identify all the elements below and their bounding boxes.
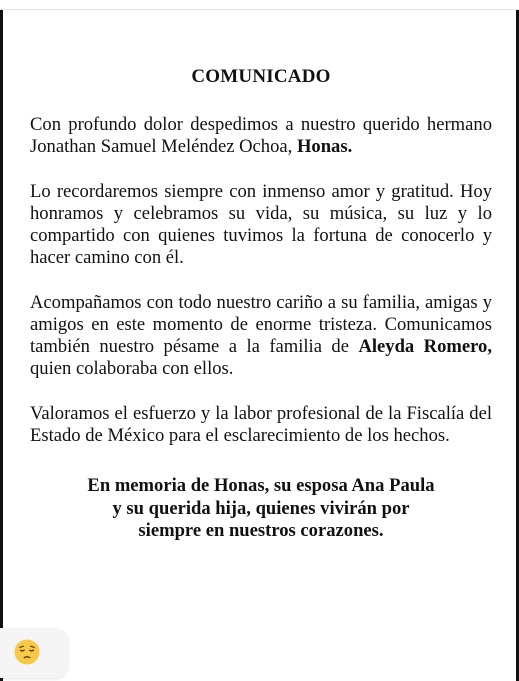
paragraph-1-text: Con profundo dolor despedimos a nuestro querido hermano Jonathan Samuel Meléndez Ochoa, [30, 114, 492, 157]
closing-line-2: y su querida hija, quienes vivirán por [112, 497, 410, 519]
paragraph-2: Lo recordaremos siempre con inmenso amor y gratitud. Hoy honramos y celebramos su vida, su música, su luz y lo compartido con quienes tuvimos la fortuna de conocerlo y hacer camino con él. [30, 181, 492, 268]
paragraph-3-bold-name: Aleyda Romero, [358, 336, 492, 357]
statement-document [30, 66, 492, 543]
closing-dedication [30, 475, 492, 543]
paragraph-3 [30, 292, 492, 380]
closing-line-1: En memoria de Honas, su esposa Ana Paula [87, 475, 435, 496]
pensive-face-emoji-icon [14, 639, 40, 665]
top-edge [0, 0, 519, 10]
paragraph-1-bold-name: Honas. [296, 136, 353, 157]
paragraph-3-before: Acompañamos con todo nuestro cariño a su familia, amigas y amigos en este momento de enorme tristeza. Comunicamos también nuestro pésame a la familia de [30, 292, 492, 357]
reaction-chip[interactable] [0, 628, 68, 678]
closing-line-3: siempre en nuestros corazones. [138, 520, 384, 541]
paragraph-4: Valoramos el esfuerzo y la labor profesional de la Fiscalía del Estado de México para el esclarecimiento de los hechos. [30, 403, 492, 446]
document-title: COMUNICADO [191, 66, 331, 87]
paragraph-3-after: quien colaboraba con ellos. [30, 358, 234, 379]
paragraph-1 [30, 114, 492, 158]
